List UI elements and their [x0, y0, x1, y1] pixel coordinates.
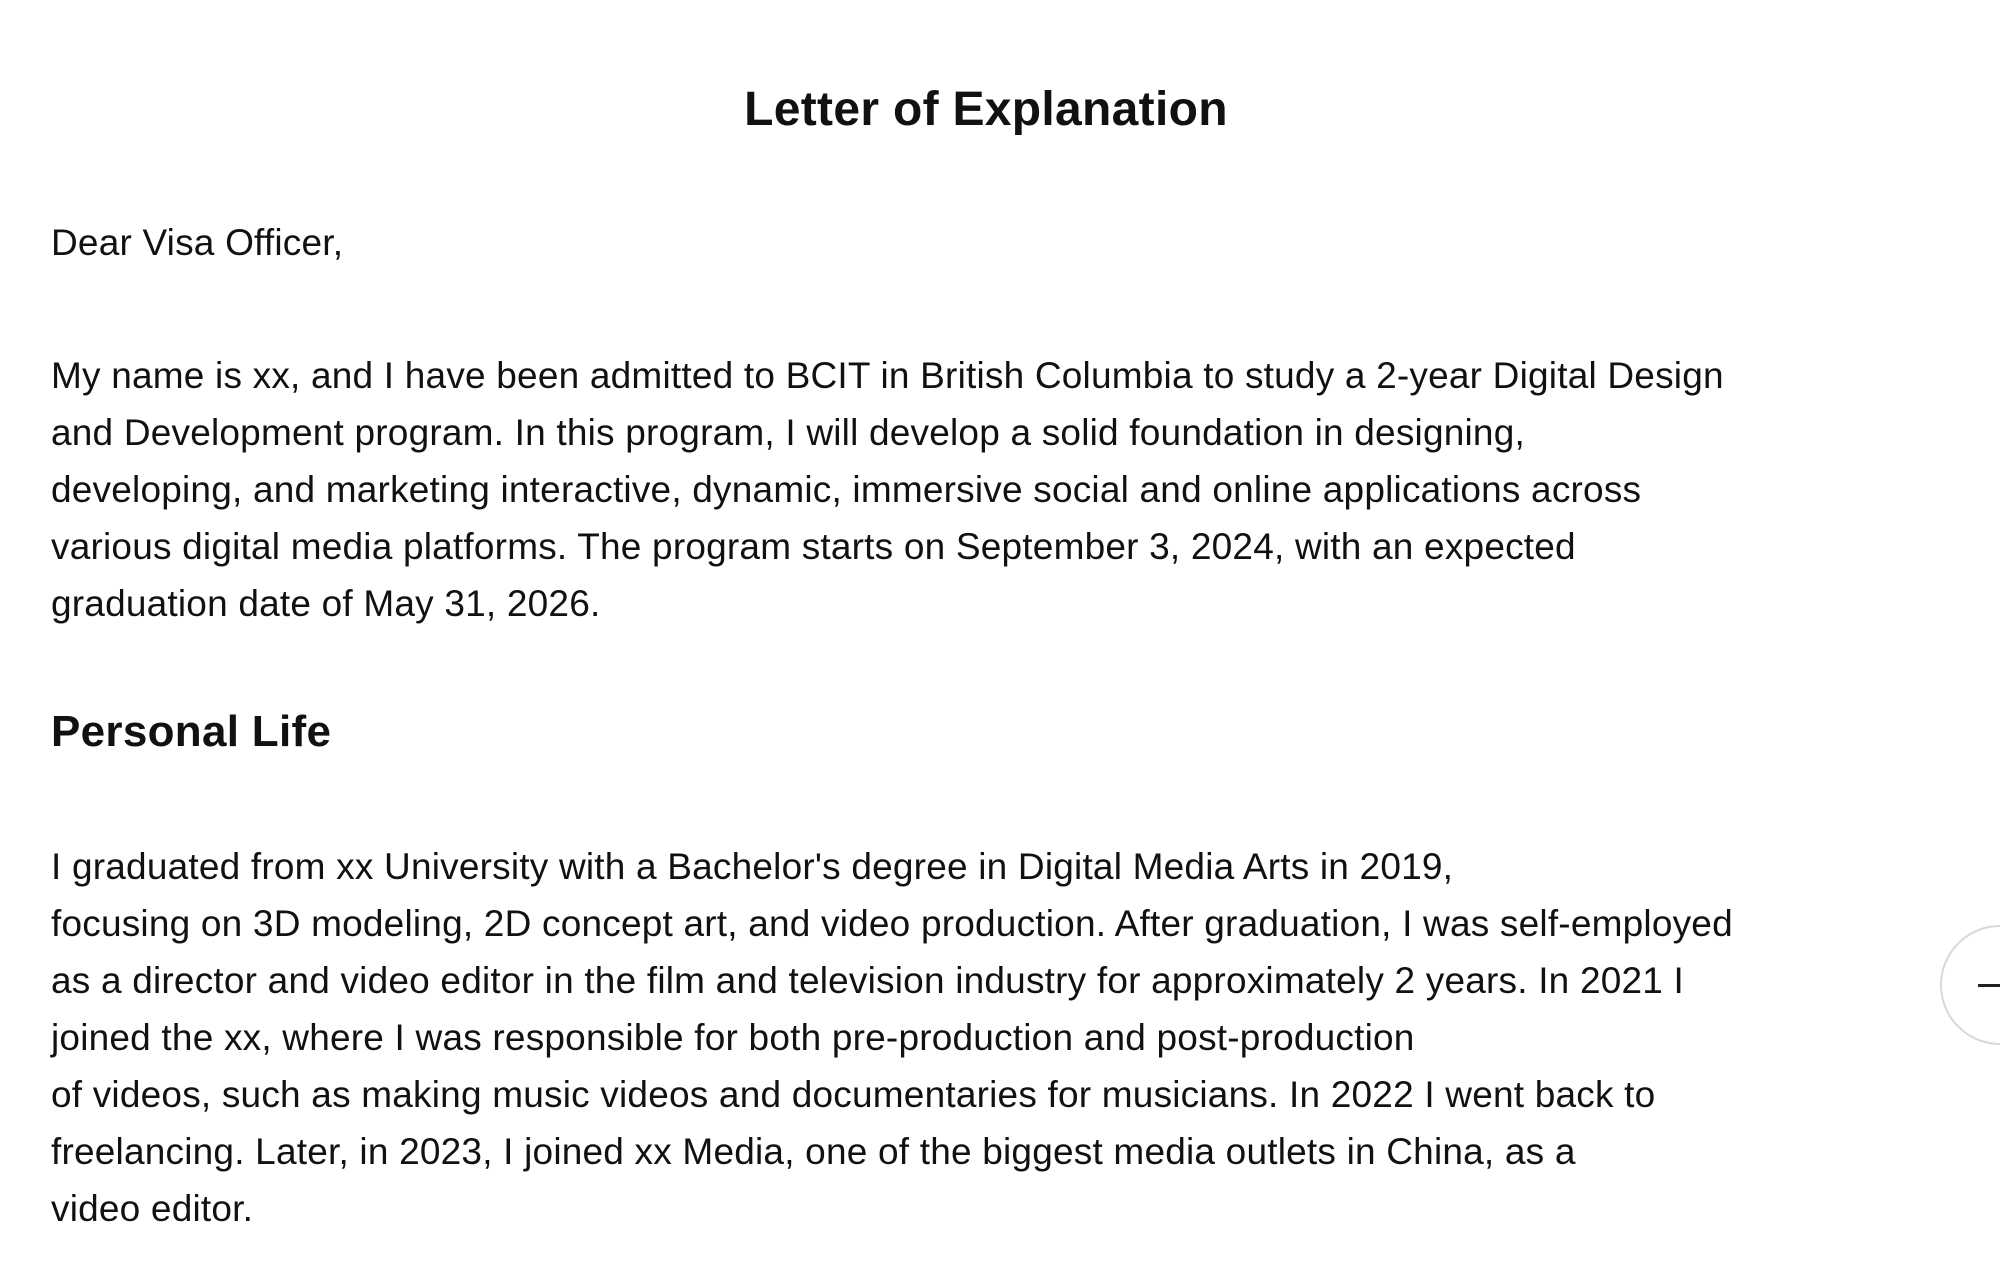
section-heading-personal-life: Personal Life	[51, 707, 332, 756]
arrow-right-icon	[1978, 984, 2000, 987]
paragraph-line: video editor.	[51, 1188, 254, 1229]
letter-page	[51, 0, 1951, 1280]
paragraph-line: and Development program. In this program, I will develop a solid foundation in designing,	[51, 412, 1525, 453]
paragraph-line: of videos, such as making music videos and documentaries for musicians. In 2022 I went back to	[51, 1074, 1656, 1115]
paragraph-line: focusing on 3D modeling, 2D concept art, and video production. After graduation, I was self-employed	[51, 903, 1733, 944]
paragraph-line: joined the xx, where I was responsible for both pre-production and post-production	[51, 1017, 1415, 1058]
paragraph-line: various digital media platforms. The program starts on September 3, 2024, with an expected	[51, 526, 1576, 567]
paragraph-line: My name is xx, and I have been admitted to BCIT in British Columbia to study a 2-year Digital Design	[51, 355, 1724, 396]
paragraph-line: as a director and video editor in the film and television industry for approximately 2 years. In 2021 I	[51, 960, 1685, 1001]
salutation: Dear Visa Officer,	[51, 222, 344, 263]
document-title: Letter of Explanation	[744, 83, 1228, 136]
paragraph-line: graduation date of May 31, 2026.	[51, 583, 601, 624]
paragraph-line: I graduated from xx University with a Bachelor's degree in Digital Media Arts in 2019,	[51, 846, 1454, 887]
paragraph-line: developing, and marketing interactive, dynamic, immersive social and online applications across	[51, 469, 1642, 510]
paragraph-line: freelancing. Later, in 2023, I joined xx Media, one of the biggest media outlets in China, as a	[51, 1131, 1576, 1172]
